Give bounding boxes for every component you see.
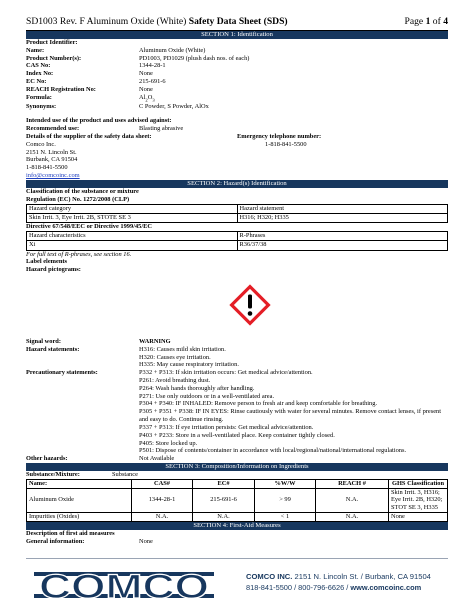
section-4-header: SECTION 4: First-Aid Measures <box>26 522 448 530</box>
supplier-label: Details of the supplier of the safety data sheet: <box>26 133 152 140</box>
table-header: Name: <box>27 479 132 488</box>
table-cell: Xi <box>27 241 238 250</box>
footer-contact <box>246 572 451 592</box>
hazard-statement: H320: Causes eye irritation. <box>139 353 211 361</box>
table-cell: Skin Irrit. 3, Eye Irrit. 2B, STOTE SE 3 <box>27 213 238 222</box>
section-1-header: SECTION 1: Identification <box>26 31 448 39</box>
row-cas: CAS No: 1344-28-1 <box>26 62 166 70</box>
document-header <box>26 16 448 31</box>
precautionary-statement: P271: Use only outdoors or in a well-ventilated area. <box>139 392 275 400</box>
footer-address: 2151 N. Lincoln St. / Burbank, CA 91504 <box>294 572 431 581</box>
table-cell: H316; H320; H335 <box>237 213 448 222</box>
precautionary-statement: P261: Avoid breathing dust. <box>139 377 211 384</box>
page-number: Page 1 of 4 <box>404 16 448 27</box>
supplier-block <box>26 133 448 180</box>
section-2-header: SECTION 2: Hazard(s) Identification <box>26 180 448 188</box>
row-hazard-statements: Hazard statements: H316: Causes mild skin irritation. H320: Causes eye irritation. H335: May cause respiratory irritation. <box>26 346 448 369</box>
supplier-line: 2151 N. Lincoln St. <box>26 148 77 156</box>
table-header: CAS# <box>132 479 193 488</box>
precautionary-statement: P405: Store locked up. <box>139 439 198 447</box>
exclamation-mark-pictogram-icon <box>229 284 271 326</box>
table-header: Hazard characteristics <box>27 231 238 240</box>
row-other-hazards: Other hazards: Not Available <box>26 455 175 463</box>
row-recommended-use: Recommended use: Blasting abrasive <box>26 125 184 133</box>
substance-mixture-row: Substance/Mixture: Substance <box>26 470 138 478</box>
row-formula: Formula: $Al_2O_3$ <box>26 93 155 102</box>
supplier-line: 1-818-841-5500 <box>26 164 68 172</box>
comco-logo <box>34 566 214 604</box>
pictogram-area <box>26 274 448 338</box>
product-identifier-label: Product Identifier: <box>26 39 78 46</box>
row-name: Name: Aluminum Oxide (White) <box>26 46 206 54</box>
hazard-pictograms-label: Hazard pictograms: <box>26 266 81 274</box>
row-general-information: General information: None <box>26 537 153 545</box>
precautionary-statement: P264: Wash hands thoroughly after handling. <box>139 384 255 392</box>
precautionary-statement: P501: Dispose of contents/container in accordance with local/regional/national/international regulations. <box>139 447 407 455</box>
hazard-statement: H335: May cause respiratory irritation. <box>139 361 239 369</box>
table-header: EC# <box>193 479 255 488</box>
composition-table <box>26 479 448 522</box>
first-aid-description-label: Description of first aid measures <box>26 529 115 537</box>
row-ec: EC No: 215-691-6 <box>26 78 166 86</box>
supplier-line: Comco Inc. <box>26 140 56 148</box>
row-product-numbers: Product Number(s): PD1003, PD1029 (plush dash nos. of each) <box>26 54 250 62</box>
emergency-label: Emergency telephone number: <box>237 133 322 140</box>
row-signal-word: Signal word: WARNING <box>26 337 171 345</box>
table-row: Aluminum Oxide 1344-28-1 215-691-6 > 99 N.A. Skin Irrit. 3, H316; Eye Irrit. 2B, H320; STOT SE 3, H335 <box>27 488 448 512</box>
precautionary-statement: P332 + P313: If skin irritation occurs: Get medical advice/attention. <box>139 369 313 377</box>
table-header: GHS Classification <box>389 479 448 488</box>
intended-use-label: Intended use of the product and uses advised against: <box>26 117 172 125</box>
section-3-header: SECTION 3: Composition/Information on Ingredients <box>26 463 448 471</box>
label-elements-label: Label elements <box>26 258 67 266</box>
row-precautionary-statements: Precautionary statements: P332 + P313: If skin irritation occurs: Get medical advice/attention. P261: Avoid breathing dust. P264: Wash hands thoroughly after handling. P271: Use only outdoors or in a well-ventilated area. P304 + P340: IF INHALED: Remove person to fresh air and keep comfortable for breathing. P305 + P351 + P338: IF IN EYES: Rinse cautiously with water for several minutes. Remove contact lenses, if present and easy to do. Continue rinsing. P337 + P313: If eye irritation persists: Get medical advice/attention. P403 + P233: Store in a well-ventilated place. Keep container tightly closed. P405: Store locked up. P501: Dispose of contents/container in accordance with local/regional/national/international regulations. <box>26 369 448 455</box>
precautionary-statement: P305 + P351 + P338: IF IN EYES: Rinse cautiously with water for several minutes. Remove contact lenses, if present and easy to do. Continue rinsing. <box>139 408 442 424</box>
hazard-statement: H316: Causes mild skin irritation. <box>139 345 226 353</box>
row-reach: REACH Registration No: None <box>26 85 153 93</box>
footer-phone: 818-841-5500 / 800-796-6626 / <box>246 583 351 593</box>
table-header: REACH # <box>316 479 389 488</box>
classification-label: Classification of the substance or mixture <box>26 187 139 195</box>
row-synonyms: Synonyms: C Powder, S Powder, AlOx <box>26 102 209 110</box>
logo-text: COMCO <box>39 568 209 604</box>
footer-website-link[interactable]: www.comcoinc.com <box>350 583 422 593</box>
supplier-line: Burbank, CA 91504 <box>26 156 78 164</box>
emergency-phone: 1-818-841-5500 <box>265 140 307 148</box>
table-header: Hazard category <box>27 204 238 213</box>
supplier-email-link[interactable]: info@comcoinc.com <box>26 172 80 180</box>
r-phrases-note: For full text of R-phrases, see section 16. <box>26 250 132 258</box>
table-header: R-Phrases <box>237 231 448 240</box>
table-header: Hazard statement <box>237 204 448 213</box>
directive-table <box>26 231 448 251</box>
table-cell: R36/37/38 <box>237 241 448 250</box>
row-index: Index No: None <box>26 70 153 78</box>
precautionary-statement: P337 + P313: If eye irritation persists: Get medical advice/attention. <box>139 423 314 431</box>
clp-table <box>26 204 448 224</box>
table-header: %W/W <box>255 479 316 488</box>
document-title: SD1003 Rev. F Aluminum Oxide (White) Safety Data Sheet (SDS) <box>26 16 288 27</box>
page-footer <box>0 556 474 613</box>
footer-company: COMCO INC. <box>246 572 293 581</box>
precautionary-statement: P403 + P233: Store in a well-ventilated place. Keep container tightly closed. <box>139 431 335 439</box>
table-row: Impurities (Oxides) N.A. N.A. < 1 N.A. None <box>27 512 448 521</box>
precautionary-statement: P304 + P340: IF INHALED: Remove person to fresh air and keep comfortable for breathing. <box>139 400 378 408</box>
document-body <box>26 31 448 545</box>
directive-label: Directive 67/548/EEC or Directive 1999/45/EC <box>26 223 153 231</box>
clp-regulation-label: Regulation (EC) No. 1272/2008 (CLP) <box>26 195 130 203</box>
